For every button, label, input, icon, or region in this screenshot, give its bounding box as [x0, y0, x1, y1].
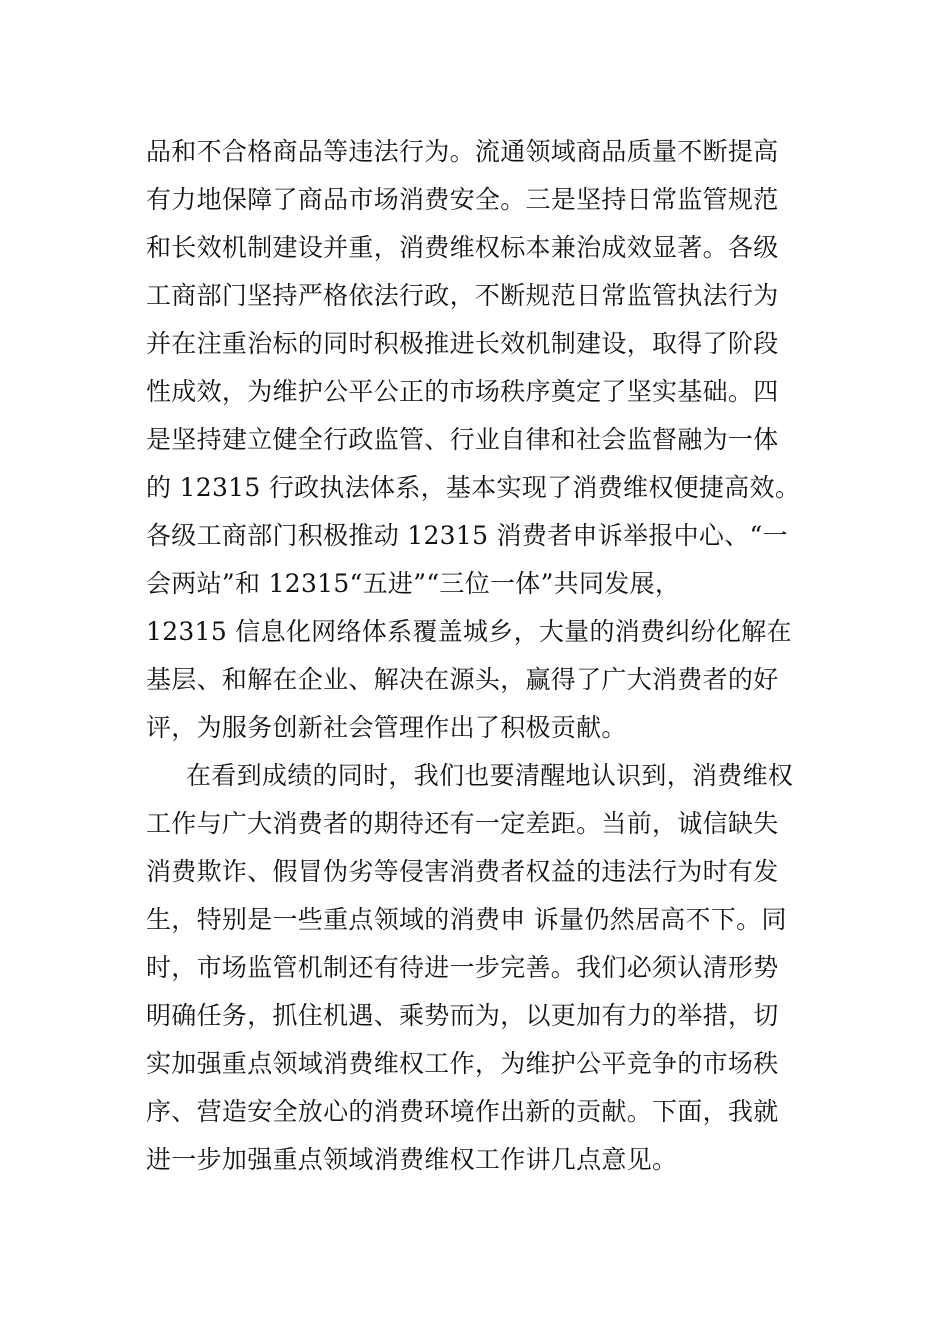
text-line: 会两站”和 12315“五进”“三位一体”共同发展，	[146, 569, 681, 598]
text-line: 的 12315 行政执法体系，基本实现了消费维权便捷高效。	[146, 473, 801, 502]
paragraph-2	[146, 752, 816, 1184]
text-line: 12315 信息化网络体系覆盖城乡，大量的消费纠纷化解在	[146, 617, 792, 646]
text-line: 工商部门坚持严格依法行政，不断规范日常监管执法行为	[146, 281, 779, 310]
document-body	[146, 128, 816, 1184]
text-line: 实加强重点领域消费维权工作，为维护公平竞争的市场秩	[146, 1049, 779, 1078]
text-line: 明确任务，抓住机遇、乘势而为，以更加有力的举措，切	[146, 1001, 779, 1030]
text-line: 生，特别是一些重点领域的消费申 诉量仍然居高不下。同	[146, 905, 787, 934]
text-line: 有力地保障了商品市场消费安全。三是坚持日常监管规范	[146, 185, 779, 214]
text-line-indented: 在看到成绩的同时，我们也要清醒地认识到，消费维权	[186, 761, 794, 790]
text-line: 评，为服务创新社会管理作出了积极贡献。	[146, 713, 627, 742]
text-line: 和长效机制建设并重，消费维权标本兼治成效显著。各级	[146, 233, 779, 262]
text-line: 消费欺诈、假冒伪劣等侵害消费者权益的违法行为时有发	[146, 857, 779, 886]
text-line: 基层、和解在企业、解决在源头，赢得了广大消费者的好	[146, 665, 779, 694]
paragraph-1	[146, 128, 816, 752]
text-line: 各级工商部门积极推动 12315 消费者申诉举报中心、“一	[146, 521, 788, 550]
text-line: 序、营造安全放心的消费环境作出新的贡献。下面，我就	[146, 1097, 779, 1126]
text-line: 并在注重治标的同时积极推进长效机制建设，取得了阶段	[146, 329, 779, 358]
text-line: 性成效，为维护公平公正的市场秩序奠定了坚实基础。四	[146, 377, 779, 406]
text-line: 是坚持建立健全行政监管、行业自律和社会监督融为一体	[146, 425, 779, 454]
text-line: 时，市场监管机制还有待进一步完善。我们必须认清形势	[146, 953, 779, 982]
text-line: 进一步加强重点领域消费维权工作讲几点意见。	[146, 1145, 678, 1174]
text-line: 品和不合格商品等违法行为。流通领域商品质量不断提高	[146, 137, 779, 166]
text-line: 工作与广大消费者的期待还有一定差距。当前，诚信缺失	[146, 809, 779, 838]
